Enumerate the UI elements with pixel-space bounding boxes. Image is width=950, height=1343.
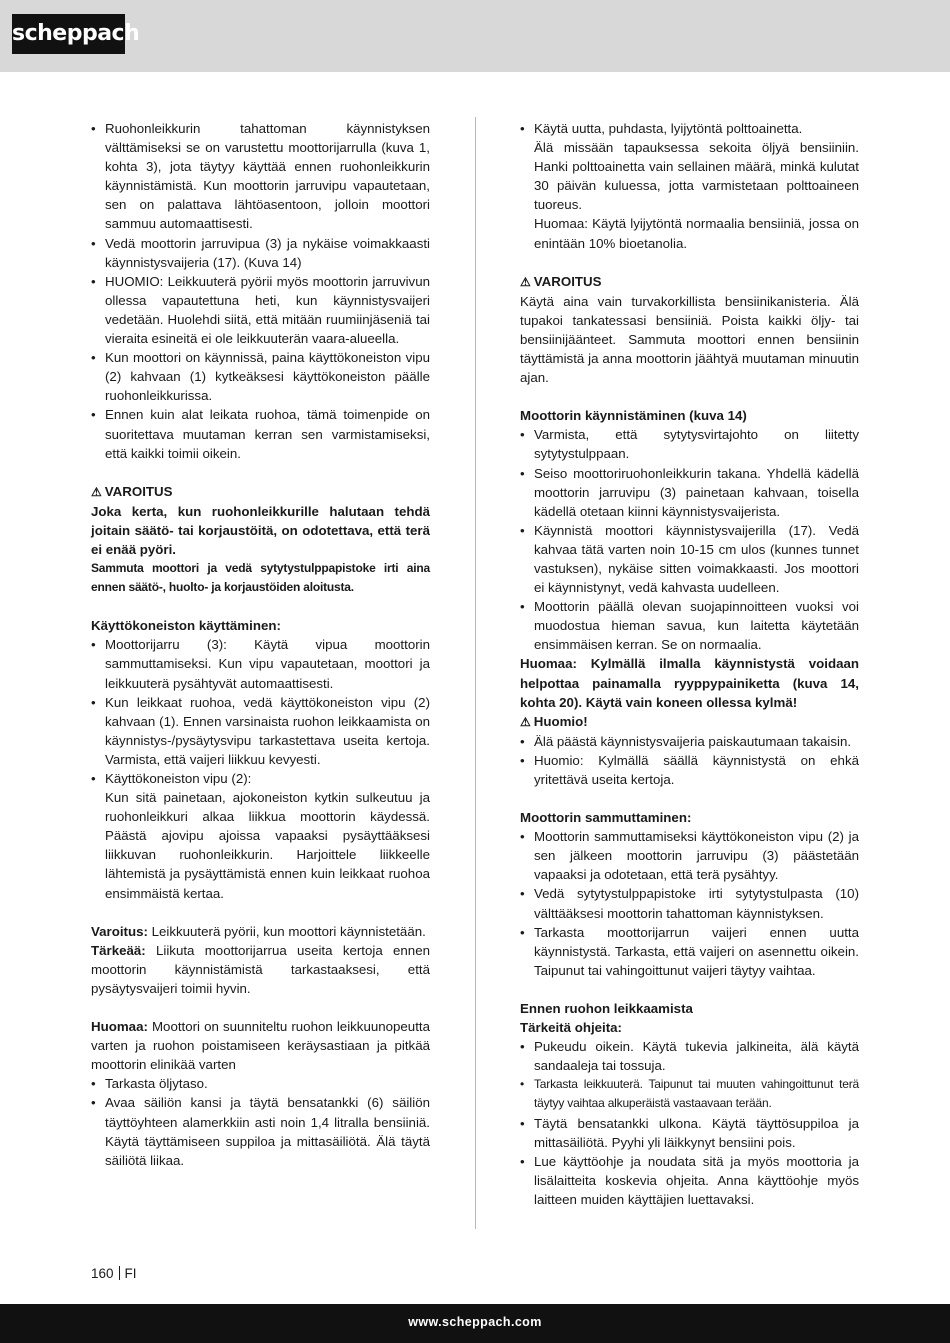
list-item: • Vedä moottorin jarruvipua (3) ja nykäise voimakkaasti käynnistysvaijeria (17). (Kuva 14) bbox=[91, 234, 430, 272]
column-divider bbox=[475, 117, 476, 1229]
warning-triangle-icon: ⚠ bbox=[91, 484, 102, 499]
warning-triangle-icon: ⚠ bbox=[520, 714, 531, 729]
section-heading: Ennen ruohon leikkaamista bbox=[520, 1000, 693, 1016]
section-subheading: Tärkeitä ohjeita: bbox=[520, 1020, 622, 1036]
warning-text: Joka kerta, kun ruohonleikkurille halutaan tehdä joitain säätö- tai korjaustöitä, on odotettava, että terä ei enää pyöri. bbox=[91, 503, 430, 557]
list-item: • Seiso moottoriruohonleikkurin takana. Yhdellä kädellä moottorin jarruvipu (3) painetaan kahvaan, toisella kädellä otetaan kiinni käynnistysvaijerista. bbox=[520, 464, 859, 521]
list-item: • Pukeudu oikein. Käytä tukevia jalkineita, älä käytä sandaaleja tai tossuja. bbox=[520, 1037, 859, 1075]
warning-triangle-icon: ⚠ bbox=[520, 274, 531, 289]
list-item: • Lue käyttöohje ja noudata sitä ja myös moottoria ja lisälaitteita koskevia ohjeita. Anna käyttöohje myös laitteen muiden käyttäjien luettavaksi. bbox=[520, 1152, 859, 1209]
warning-heading: ⚠ VAROITUS bbox=[520, 273, 602, 289]
intro-list bbox=[91, 119, 430, 463]
notice-heading: ⚠ Huomio! bbox=[520, 713, 588, 729]
list-item: • Moottorijarru (3): Käytä vipua moottorin sammuttamiseksi. Kun vipu vapautetaan, moottori ja leikkuuterä pysähtyvät automaattisesti. bbox=[91, 635, 430, 692]
fuel-type-list bbox=[520, 119, 859, 138]
list-item: • Avaa säiliön kansi ja täytä bensatankki (6) säiliön täyttöyhteen alamerkkiin asti noin 1,4 litralla bensiiniä. Käytä täyttämiseen suppiloa ja mittasäiliötä. Älä täytä säiliötä liikaa. bbox=[91, 1093, 430, 1169]
list-item: • Käyttökoneiston vipu (2): bbox=[91, 769, 430, 788]
drive-list bbox=[91, 635, 430, 788]
warning-text: Käytä aina vain turvakorkillista bensiinikanisteria. Älä tupakoi tankatessasi bensiiniä. Poista kaikki öljy- tai bensiinijäänteet. Sammuta moottori ennen bensiinin täyttämistä ja anna moottorin jäähtyä muutaman minuutin ajan. bbox=[520, 293, 859, 386]
varoitus-note: Varoitus: Leikkuuterä pyörii, kun moottori käynnistetään. bbox=[91, 923, 426, 939]
notice-list bbox=[520, 732, 859, 789]
page-number: 160 FI bbox=[91, 1266, 137, 1281]
list-item: • Tarkasta leikkuuterä. Taipunut tai muuten vahingoittunut terä täytyy vaihtaa alkuperäistä vastaavaan terään. bbox=[520, 1075, 859, 1113]
list-item: • Ruohonleikkurin tahattoman käynnistyksen välttämiseksi se on varustettu moottorijarrulla (kuva 1, kohta 3), jota täytyy käyttää ennen ruohonleikkurin käynnistämistä. Kun moottorin jarruvipu vapautetaan, sen on palattava lähtöasentoon, jolloin moottori sammuu automaattisesti. bbox=[91, 119, 430, 234]
page-footer bbox=[0, 1304, 950, 1343]
left-column bbox=[91, 119, 430, 1170]
list-item: • Käytä uutta, puhdasta, lyijytöntä polttoainetta. bbox=[520, 119, 859, 138]
section-heading: Käyttökoneiston käyttäminen: bbox=[91, 618, 281, 634]
list-item: • Älä päästä käynnistysvaijeria paiskautumaan takaisin. bbox=[520, 732, 859, 751]
cold-start-note: Huomaa: Kylmällä ilmalla käynnistystä voidaan helpottaa painamalla ryyppypainiketta (kuva 14, kohta 20). Käytä vain koneen ollessa kylmä! bbox=[520, 656, 859, 710]
website-link[interactable]: www.scheppach.com bbox=[408, 1315, 542, 1329]
list-item: • Huomio: Kylmällä säällä käynnistystä on ehkä yritettävä useita kertoja. bbox=[520, 751, 859, 789]
fuel-sub-text: Älä missään tapauksessa sekoita öljyä bensiiniin. Hanki polttoainetta vain sellainen määrä, minkä kulutat 30 päivän kuluessa, jotta varmistetaan polttoaineen tuoreus. bbox=[534, 140, 859, 213]
list-item: • Ennen kuin alat leikata ruohoa, tämä toimenpide on suoritettava muutaman kerran sen varmistamiseksi, että kaikki toimii oikein. bbox=[91, 405, 430, 462]
drive-sub-text: Kun sitä painetaan, ajokoneiston kytkin sulkeutuu ja ruohonleikkuri alkaa liikkua moottorin käydessä. Päästä ajovipu ajoissa vapaaksi pysäyttääksesi liikkuvan ruohonleikkurin. Harjoittele liikkeelle lähtemistä ja pysäyttämistä ennen kuin leikkaat ruohoa ensimmäistä kertaa. bbox=[105, 790, 430, 901]
fuel-sub-text: Huomaa: Käytä lyijytöntä normaalia bensiiniä, jossa on enintään 10% bioetanolia. bbox=[534, 216, 859, 251]
page-header bbox=[0, 0, 950, 72]
before-list bbox=[520, 1037, 859, 1209]
list-item: • Täytä bensatankki ulkona. Käytä täyttösuppiloa ja mittasäiliötä. Pyyhi yli läikkynyt bensiini pois. bbox=[520, 1114, 859, 1152]
section-heading: Moottorin käynnistäminen (kuva 14) bbox=[520, 408, 747, 424]
list-item: • Moottorin sammuttamiseksi käyttökoneiston vipu (2) ja sen jälkeen moottorin jarruvipu (3) päästetään vapaaksi ja odotetaan, että terä pysähtyy. bbox=[520, 827, 859, 884]
fuel-list bbox=[91, 1074, 430, 1169]
stop-list bbox=[520, 827, 859, 980]
start-list bbox=[520, 425, 859, 654]
list-item: • Vedä sytytystulppapistoke irti sytytystulpasta (10) välttääksesi moottorin tahattoman käynnistyksen. bbox=[520, 884, 859, 922]
list-item: • Kun moottori on käynnissä, paina käyttökoneiston vipu (2) kahvaan (1) kytkeäksesi käyttökoneiston päälle ruohonleikkurissa. bbox=[91, 348, 430, 405]
list-item: • Moottorin päällä olevan suojapinnoitteen vuoksi voi muodostua hieman savua, kun laitetta käytetään ensimmäisen kerran. Se on normaalia. bbox=[520, 597, 859, 654]
list-item: • Tarkasta moottorijarrun vaijeri ennen uutta käynnistystä. Tarkasta, että vaijeri on asennettu oikein. Taipunut tai vahingoittunut vaijeri täytyy vaihtaa. bbox=[520, 923, 859, 980]
right-column bbox=[520, 119, 859, 1209]
list-item: • Tarkasta öljytaso. bbox=[91, 1074, 430, 1093]
list-item: • Kun leikkaat ruohoa, vedä käyttökoneiston vipu (2) kahvaan (1). Ennen varsinaista ruohon leikkaamista on käynnistys-/pysäytysvipu tarkastettava useita kertoja. Varmista, että vaijeri liikkuu kevyesti. bbox=[91, 693, 430, 769]
list-item: • Käynnistä moottori käynnistysvaijerilla (17). Vedä kahvaa tätä varten noin 10-15 cm ulos (kunnes tunnet vastuksen), nykäise sitten voimakkaasti. Jos moottori ei käynnistynyt, vedä kahvasta uudelleen. bbox=[520, 521, 859, 597]
scheppach-logo: scheppach bbox=[12, 14, 125, 54]
section-heading: Moottorin sammuttaminen: bbox=[520, 810, 692, 826]
list-item: • HUOMIO: Leikkuuterä pyörii myös moottorin jarruvivun ollessa vapautettuna heti, kun käynnistysvaijeri vedetään. Huolehdi siitä, että mitään ruumiinjäseniä tai vieraita esineitä ei ole leikkuuterän vaara-alueella. bbox=[91, 272, 430, 348]
tarkeaa-note: Tärkeää: Liikuta moottorijarrua useita kertoja ennen moottorin käynnistämistä tarkastaaksesi, että pysäytysvaijeri toimii hyvin. bbox=[91, 942, 430, 996]
page-number-separator bbox=[119, 1266, 120, 1280]
huomaa-note: Huomaa: Moottori on suunniteltu ruohon leikkuunopeutta varten ja ruohon poistamiseen keräysastiaan ja pitkää moottorin elinikää varten bbox=[91, 1019, 430, 1073]
list-item: • Varmista, että sytytysvirtajohto on liitetty sytytystulppaan. bbox=[520, 425, 859, 463]
warning-heading: ⚠ VAROITUS bbox=[91, 483, 173, 499]
warning-text: Sammuta moottori ja vedä sytytystulppapistoke irti aina ennen säätö-, huolto- ja korjaustöiden aloitusta. bbox=[91, 561, 430, 595]
